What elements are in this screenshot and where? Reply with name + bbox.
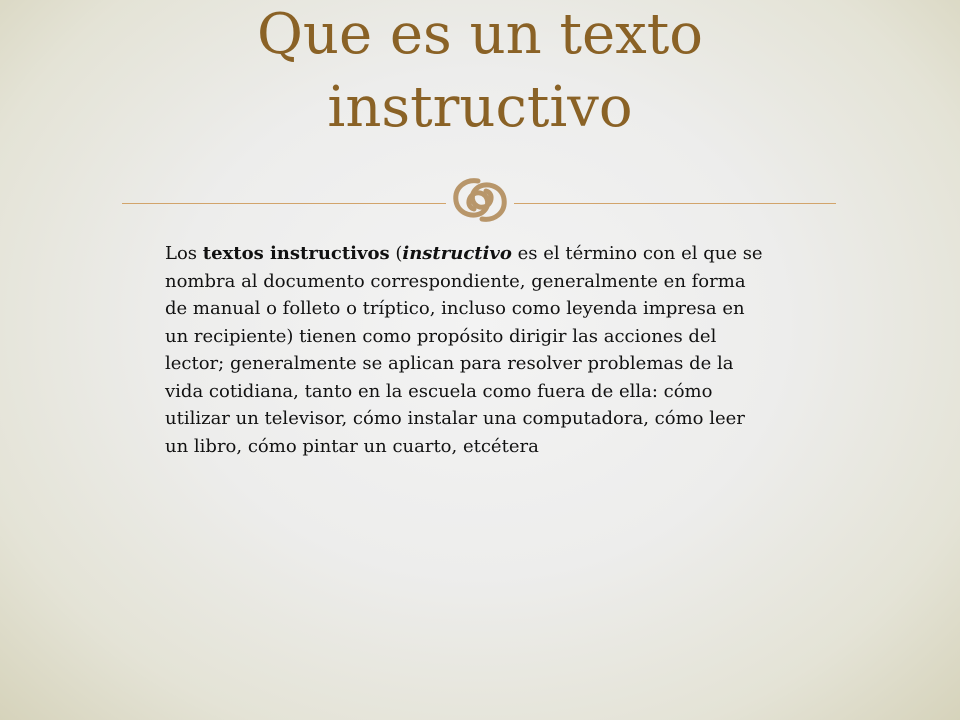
body-lead: Los xyxy=(165,243,203,264)
body-italic-term: instructivo xyxy=(402,243,512,264)
slide-title: Que es un texto instructivo xyxy=(257,2,703,140)
body-paren-open: ( xyxy=(389,243,403,264)
body-paragraph xyxy=(165,240,765,460)
title-divider-right xyxy=(514,203,836,204)
body-bold-term: textos instructivos xyxy=(202,243,390,264)
body-rest: es el término con el que se nombra al documento correspondiente, generalmente en forma de manual o folleto o tríptico, incluso como leyenda impresa en un recipiente) tienen como propósito dirigir las acciones del lector; generalmente se aplican para resolver problemas de la vida cotidiana, tanto en la escuela como fuera de ella: cómo utilizar un televisor, cómo instalar una computadora, cómo leer un libro, cómo pintar un cuarto, etcétera xyxy=(165,243,763,457)
flourish-ornament-icon xyxy=(448,175,512,225)
title-divider-left xyxy=(122,203,446,204)
